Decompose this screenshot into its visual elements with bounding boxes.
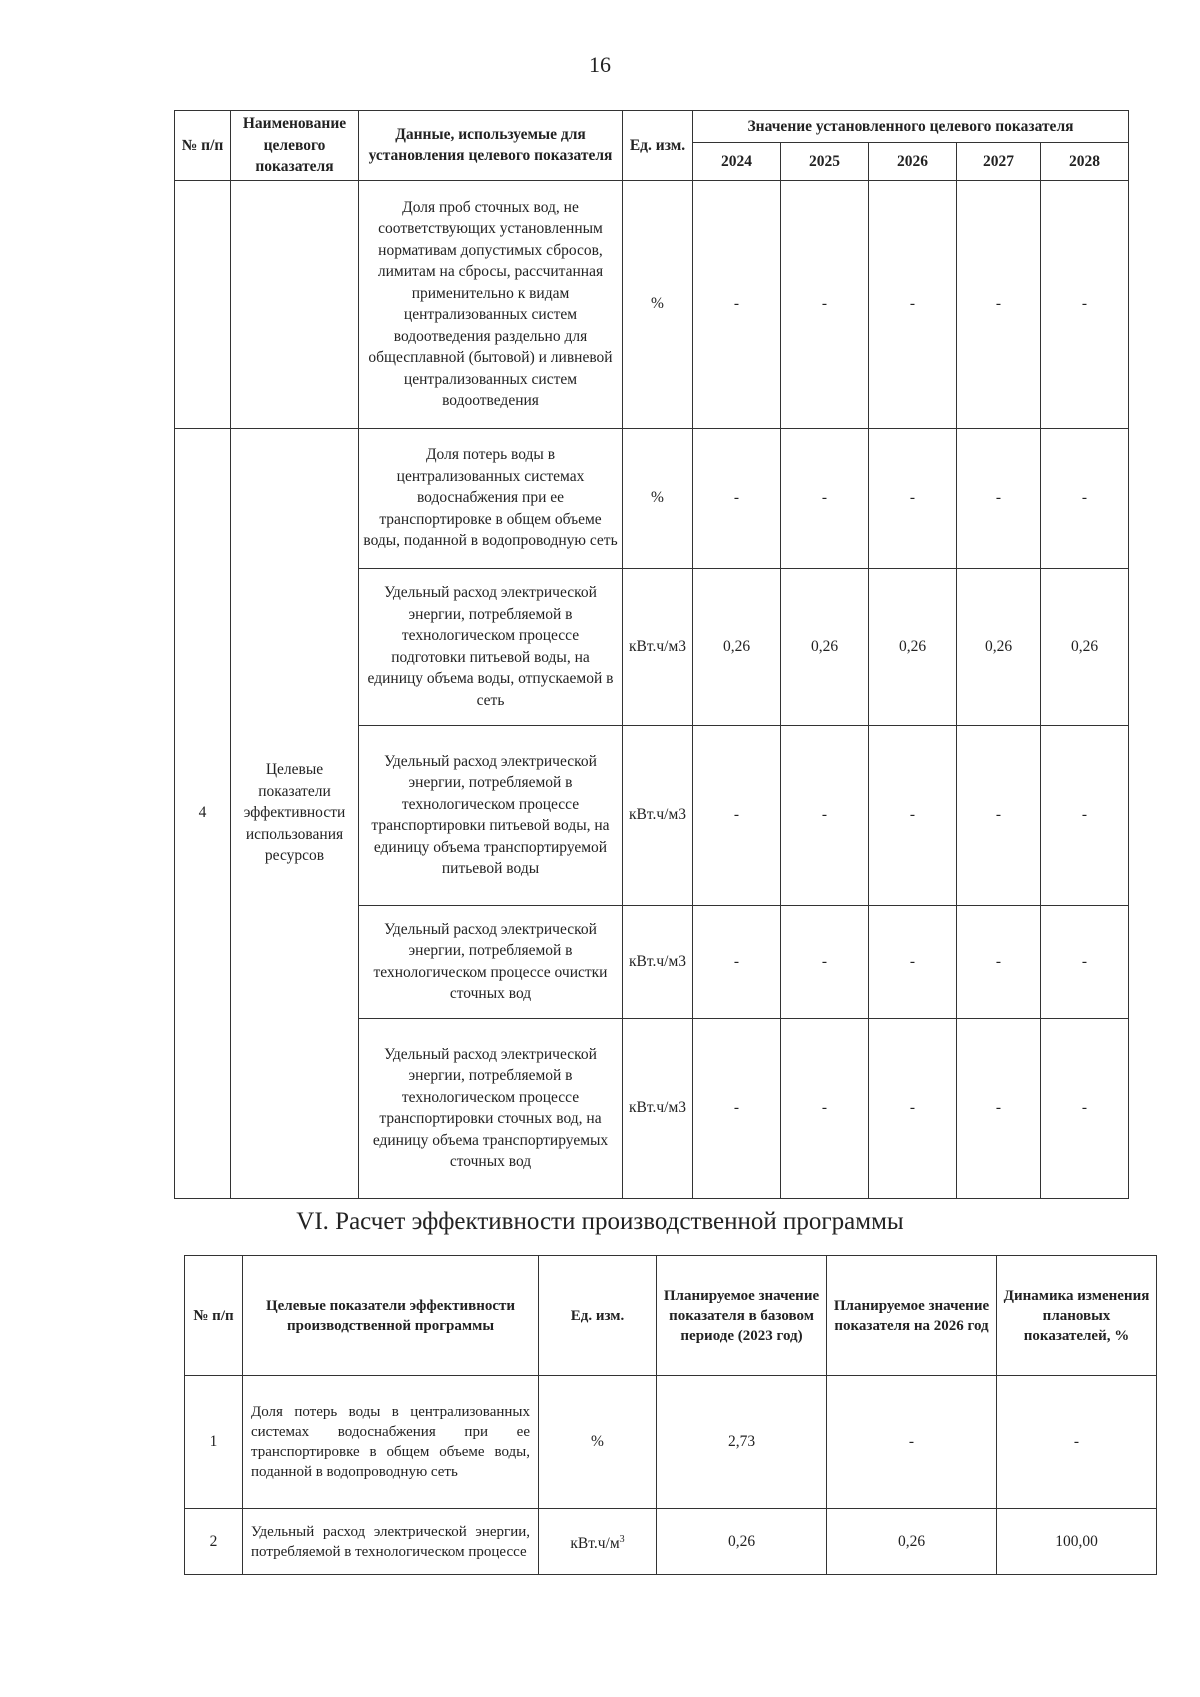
table-row — [185, 1376, 1157, 1509]
efficiency-table — [184, 1255, 1157, 1575]
page-number: 16 — [589, 52, 611, 77]
indicator-text: Доля проб сточных вод, не соответствующих установленным нормативам допустимых сбросов, лимитам на сбросы, рассчитанная применительно к видам централизованных систем водоотведения раздельно для общесплавной (бытовой) и ливневой централизованных систем водоотведения — [359, 180, 623, 428]
table-row — [185, 1509, 1157, 1575]
unit-text: кВт.ч/м — [570, 1534, 620, 1552]
value-cell: - — [1041, 905, 1129, 1018]
header-num: № п/п — [175, 111, 231, 181]
row-number: 2 — [185, 1509, 243, 1575]
table-row — [175, 180, 1129, 428]
value-cell: - — [1041, 725, 1129, 905]
header-base-value: Планируемое значение показателя в базовом периоде (2023 год) — [657, 1256, 827, 1376]
header-num: № п/п — [185, 1256, 243, 1376]
indicator-text: Удельный расход электрической энергии, потребляемой в технологическом процессе — [243, 1509, 539, 1575]
value-cell: - — [781, 725, 869, 905]
value-cell: - — [957, 725, 1041, 905]
indicator-text: Удельный расход электрической энергии, потребляемой в технологическом процессе подготовки питьевой воды, на единицу объема воды, отпускаемой в сеть — [359, 568, 623, 725]
value-cell: - — [1041, 180, 1129, 428]
section-title: VI. Расчет эффективности производственной программы — [296, 1208, 904, 1235]
group-name: Целевые показатели эффективности использования ресурсов — [231, 428, 359, 1198]
value-cell: - — [957, 1018, 1041, 1198]
value-cell: 0,26 — [1041, 568, 1129, 725]
unit-cell: кВт.ч/м3 — [623, 725, 693, 905]
value-cell: - — [957, 905, 1041, 1018]
value-cell: 0,26 — [957, 568, 1041, 725]
value-cell: - — [693, 1018, 781, 1198]
value-cell: - — [1041, 428, 1129, 568]
value-cell: - — [869, 428, 957, 568]
header-year: 2027 — [957, 143, 1041, 180]
dynamics-cell: - — [997, 1376, 1157, 1509]
plan-value-cell: - — [827, 1376, 997, 1509]
indicator-text: Доля потерь воды в централизованных системах водоснабжения при ее транспортировке в общем объеме воды, поданной в водопроводную сеть — [359, 428, 623, 568]
table-row — [175, 428, 1129, 568]
header-indicator-name: Целевые показатели эффективности производственной программы — [243, 1256, 539, 1376]
header-year: 2025 — [781, 143, 869, 180]
header-unit: Ед. изм. — [539, 1256, 657, 1376]
unit-cell: % — [623, 180, 693, 428]
unit-superscript: 3 — [619, 1533, 625, 1545]
value-cell: - — [693, 725, 781, 905]
header-plan-value: Планируемое значение показателя на 2026 год — [827, 1256, 997, 1376]
value-cell: 0,26 — [869, 568, 957, 725]
indicator-text: Удельный расход электрической энергии, потребляемой в технологическом процессе транспортировки питьевой воды, на единицу объема транспортируемой питьевой воды — [359, 725, 623, 905]
header-source-data: Данные, используемые для установления целевого показателя — [359, 111, 623, 181]
header-indicator-name: Наименование целевого показателя — [231, 111, 359, 181]
value-cell: - — [693, 905, 781, 1018]
header-year: 2024 — [693, 143, 781, 180]
unit-cell: кВт.ч/м3 — [623, 1018, 693, 1198]
value-cell: - — [869, 180, 957, 428]
value-cell: - — [781, 428, 869, 568]
header-year: 2028 — [1041, 143, 1129, 180]
target-indicators-table — [174, 110, 1129, 1199]
header-year: 2026 — [869, 143, 957, 180]
row-number: 1 — [185, 1376, 243, 1509]
base-value-cell: 2,73 — [657, 1376, 827, 1509]
value-cell: - — [869, 905, 957, 1018]
value-cell: - — [957, 180, 1041, 428]
value-cell: - — [781, 1018, 869, 1198]
header-dynamics: Динамика изменения плановых показателей, % — [997, 1256, 1157, 1376]
value-cell: - — [693, 428, 781, 568]
value-cell: 0,26 — [781, 568, 869, 725]
value-cell: 0,26 — [693, 568, 781, 725]
indicator-text: Удельный расход электрической энергии, потребляемой в технологическом процессе очистки сточных вод — [359, 905, 623, 1018]
value-cell: - — [1041, 1018, 1129, 1198]
value-cell: - — [869, 725, 957, 905]
unit-cell — [539, 1509, 657, 1575]
value-cell: - — [781, 905, 869, 1018]
unit-cell: кВт.ч/м3 — [623, 568, 693, 725]
header-unit: Ед. изм. — [623, 111, 693, 181]
unit-cell: % — [539, 1376, 657, 1509]
value-cell: - — [781, 180, 869, 428]
dynamics-cell: 100,00 — [997, 1509, 1157, 1575]
unit-cell: кВт.ч/м3 — [623, 905, 693, 1018]
value-cell: - — [957, 428, 1041, 568]
group-number: 4 — [175, 428, 231, 1198]
value-cell: - — [693, 180, 781, 428]
indicator-text: Доля потерь воды в централизованных системах водоснабжения при ее транспортировке в общем объеме воды, поданной в водопроводную сеть — [243, 1376, 539, 1509]
header-value-group: Значение установленного целевого показателя — [693, 111, 1129, 143]
indicator-text: Удельный расход электрической энергии, потребляемой в технологическом процессе транспортировки сточных вод, на единицу объема транспортируемых сточных вод — [359, 1018, 623, 1198]
unit-cell: % — [623, 428, 693, 568]
base-value-cell: 0,26 — [657, 1509, 827, 1575]
value-cell: - — [869, 1018, 957, 1198]
plan-value-cell: 0,26 — [827, 1509, 997, 1575]
